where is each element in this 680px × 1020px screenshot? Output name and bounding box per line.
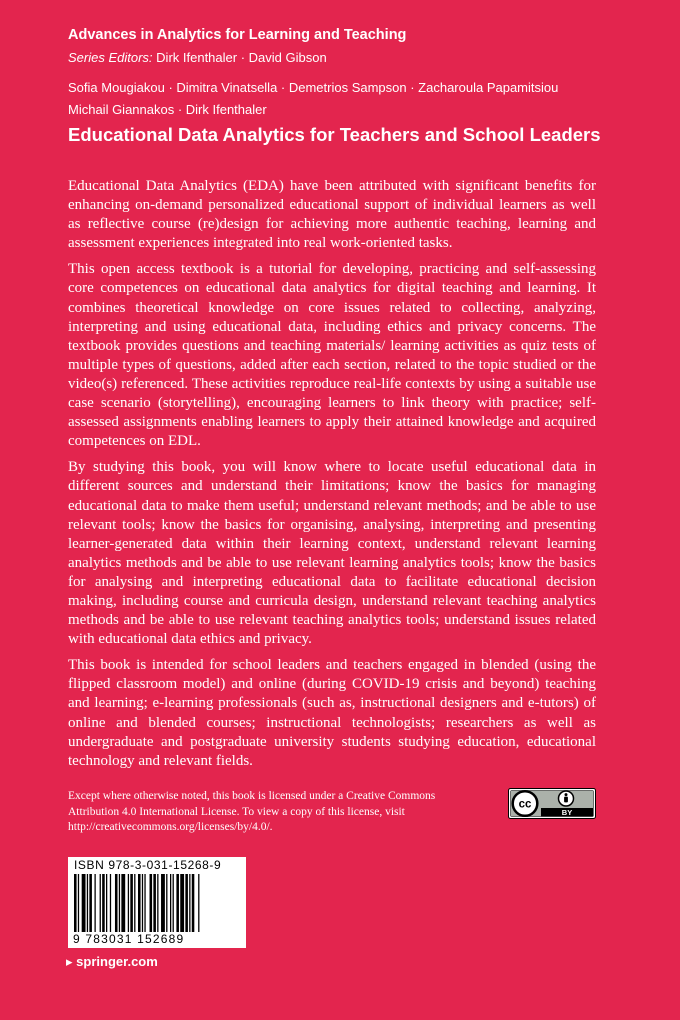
publisher-url: springer.com: [76, 954, 158, 969]
barcode-bar: [89, 874, 92, 932]
barcode-bar: [166, 874, 167, 932]
publisher-link[interactable]: [66, 954, 158, 970]
barcode-bar: [138, 874, 141, 932]
barcode-bar: [189, 874, 190, 932]
barcode-bar: [173, 874, 174, 932]
series-title: Advances in Analytics for Learning and Teaching: [68, 27, 407, 43]
license-notice: Except where otherwise noted, this book is licensed under a Creative Commons Attribution 4.0 International License. To view a copy of this license, visit http://creativecommons.org/licenses/by/4.0/.: [68, 790, 436, 834]
barcode-bar: [87, 874, 88, 932]
cc-by-badge: [508, 788, 596, 819]
barcode-bar: [130, 874, 133, 932]
series-editors: [68, 50, 327, 65]
barcode-bar: [176, 874, 179, 932]
barcode-bar: [134, 874, 135, 932]
isbn-label: ISBN 978-3-031-15268-9: [74, 858, 222, 872]
barcode-bar: [142, 874, 143, 932]
series-editors-label: Series Editors:: [68, 50, 153, 65]
barcode-bar: [192, 874, 195, 932]
by-label: BY: [561, 808, 573, 817]
blurb-paragraph: This book is intended for school leaders and teachers engaged in blended (using the flipped classroom model) and online (during COVID-19 crisis and beyond) teaching and learning; e-learning professionals (such as, instructional designers and e-tutors) of online and blended courses; instructional technologists; researchers as well as undergraduate and postgraduate university students studying education, educational technology and relevant fields.: [68, 657, 596, 769]
barcode-bar: [128, 874, 129, 932]
barcode-bar: [144, 874, 145, 932]
attribution-person-icon: [559, 791, 574, 806]
barcode-bar: [74, 874, 77, 932]
barcode-bar: [115, 874, 118, 932]
series-editors-names: Dirk Ifenthaler · David Gibson: [156, 50, 327, 65]
barcode-bar: [82, 874, 86, 932]
barcode-bar: [78, 874, 79, 932]
authors-line-1: Sofia Mougiakou · Dimitra Vinatsella · Demetrios Sampson · Zacharoula Papamitsiou: [68, 80, 559, 95]
blurb: [68, 177, 596, 778]
barcode-bar: [170, 874, 171, 932]
blurb-paragraph: Educational Data Analytics (EDA) have been attributed with significant benefits for enhancing on-demand personalized educational support of individual learners as well as reflective course (re)design for achieving more authentic teaching, learning and assessment experiences integrated into real work-oriented tasks.: [68, 178, 596, 252]
authors-line-2: Michail Giannakos · Dirk Ifenthaler: [68, 102, 267, 117]
barcode-bar: [100, 874, 101, 932]
cc-icon-text: cc: [518, 798, 532, 811]
barcode-bar: [121, 874, 125, 932]
isbn-digits: 9 783031 152689: [73, 932, 185, 946]
barcode: [74, 874, 240, 932]
isbn-barcode-block: [68, 857, 246, 948]
barcode-bar: [150, 874, 153, 932]
barcode-bar: [180, 874, 184, 932]
blurb-paragraph: This open access textbook is a tutorial for developing, practicing and self-assessing core competences on educational data analytics for digital teaching and learning. It combines theoretical knowledge on core issues related to collecting, analyzing, interpreting and using educational data, including ethics and privacy concerns. The textbook provides questions and teaching materials/ learning activities as quiz tests of multiple types of questions, added after each section, related to the topic studied or the video(s) referenced. These activities reproduce real-life contexts by using a suitable use case scenario (storytelling), encouraging learners to link theory with practice; self-assessed assignments enabling learners to apply their attained knowledge and acquired competences on EDL.: [68, 261, 596, 450]
barcode-bar: [153, 874, 156, 932]
barcode-bar: [119, 874, 120, 932]
triangle-arrow-icon: ▸: [66, 954, 73, 969]
barcode-bar: [157, 874, 158, 932]
barcode-bar: [185, 874, 188, 932]
barcode-bar: [102, 874, 105, 932]
barcode-bar: [106, 874, 107, 932]
blurb-paragraph: By studying this book, you will know where to locate useful educational data in different sources and understand their limitations; know the basics for managing educational data to make them useful; understand relevant methods; and be able to use relevant tools; know the basics for organising, analysing, interpreting and presenting learner-generated data within their learning context, understand relevant learning analytics methods and be able to use relevant learning analytics tools; know the basics for analysing and interpreting educational data to facilitate educational decision making, including course and curricula design, understand relevant teaching analytics methods and be able to use relevant teaching analytics tools; understand issues related with educational data ethics and privacy.: [68, 459, 596, 648]
barcode-bar: [198, 874, 199, 932]
barcode-bar: [94, 874, 95, 932]
barcode-bar: [110, 874, 111, 932]
barcode-bar: [161, 874, 165, 932]
cc-icon: [513, 791, 538, 816]
book-title: Educational Data Analytics for Teachers and School Leaders: [68, 124, 601, 145]
